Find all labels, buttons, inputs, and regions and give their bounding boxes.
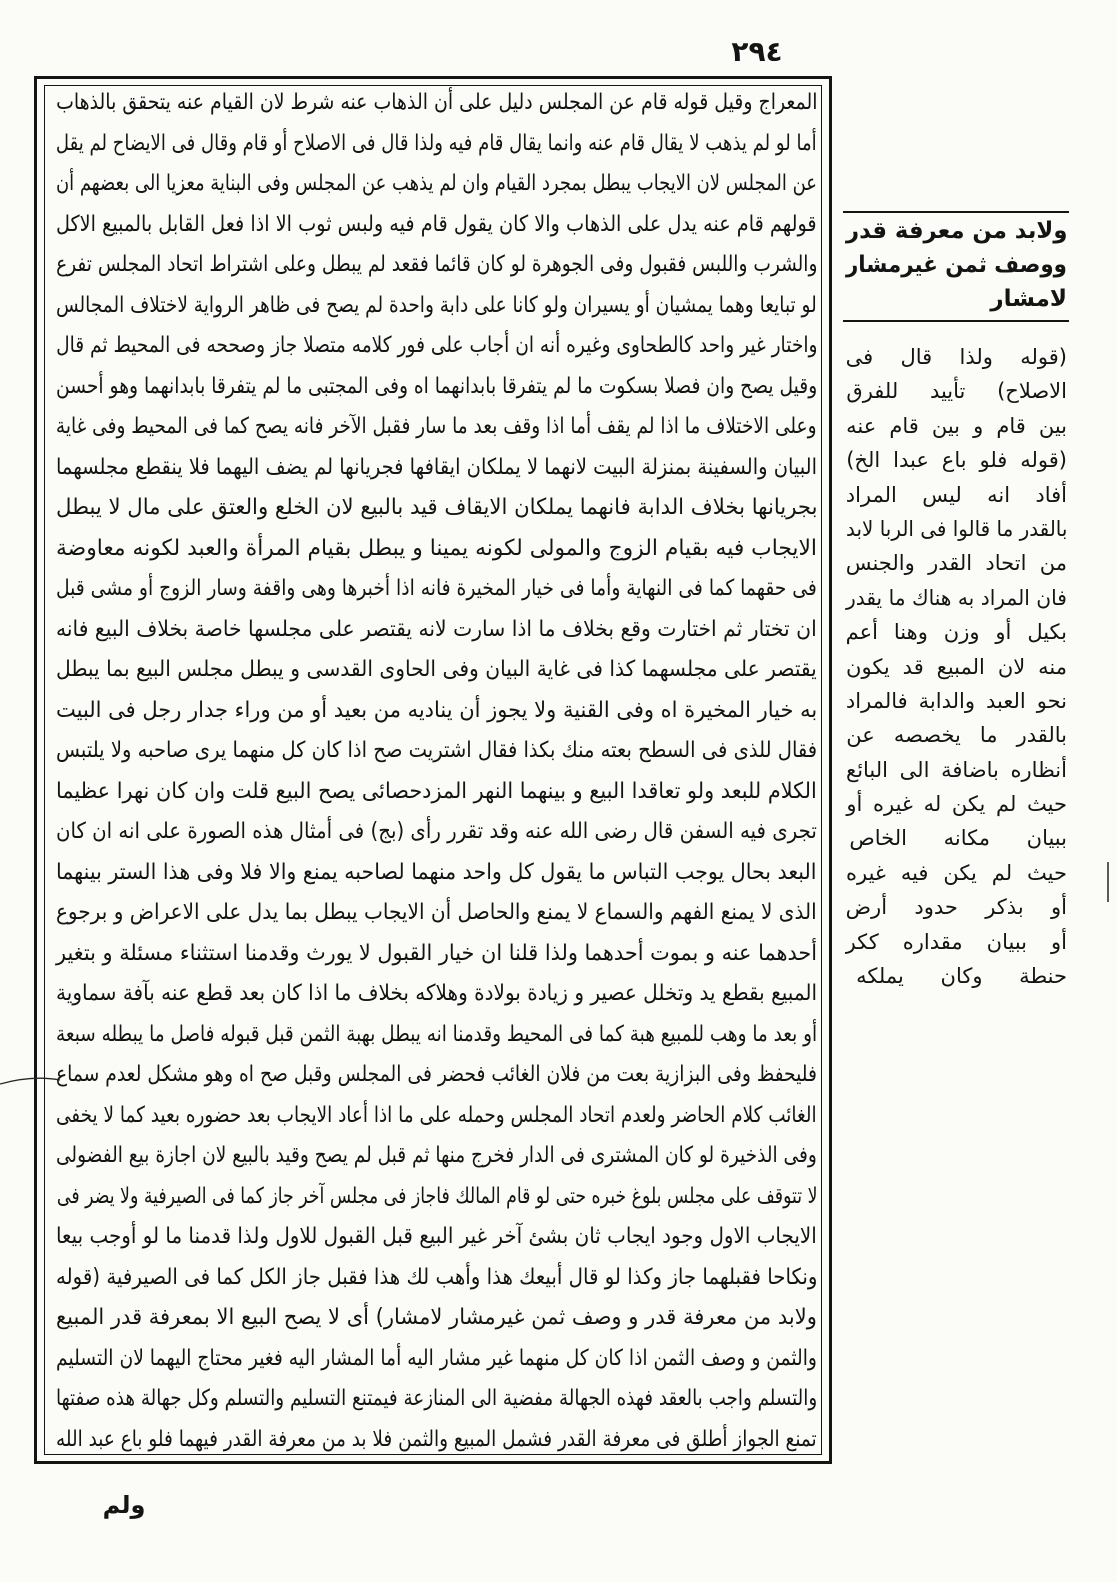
main-text-line-text: قولهم قام عنه يدل على الذهاب والا كان يقول قام فيه ولبس ثوب الا اذا فعل القابل بالمبيع الاكل <box>56 211 817 237</box>
main-text-line-text: ولابد من معرفة قدر و وصف ثمن غيرمشار لامشار) أى لا يصح البيع الا بمعرفة قدر المبيع <box>56 1305 817 1330</box>
margin-commentary-line-text: أنظاره باضافة الى البائع <box>846 757 1067 782</box>
margin-commentary-line-text: منه لان المبيع قد يكون <box>846 654 1067 679</box>
main-text-line-text: الغائب كلام الحاضر ولعدم اتحاد المجلس وحمله على ما اذا أعاد الايجاب بعد حضوره بعيد كما لا يخفى <box>56 1102 817 1128</box>
margin-commentary-line-text: من اتحاد القدر والجنس <box>845 551 1067 576</box>
main-text-line-text: أحدهما عنه و بموت أحدهما ولذا قلنا ان خيار القبول لا يورث وقدمنا استثناء مسئلة و بتغير <box>55 940 817 966</box>
margin-commentary-line-text: حنطة وكان يملكه <box>856 964 1067 989</box>
margin-commentary-line-text: بالقدر ما قالوا فى الربا لابد <box>845 516 1067 541</box>
main-text-line-text: البيان والسفينة بمنزلة البيت لانهما لا يملكان ايقافها فجريانها لم يضف اليهما فلا ينقطع مجلسهما <box>55 454 817 480</box>
margin-commentary-line-text: أفاد انه ليس المراد <box>845 482 1067 507</box>
main-text-line-text: وقيل يصح وان فصلا بسكوت ما لم يتفرقا بابدانهما اه وفى المجتبى ما لم يتفرقا بابدانهما وهو أحسن <box>55 373 817 399</box>
main-text-line-text: المبيع بقطع يد وتخلل عصير و زيادة بولادة وهلاكه بخلاف ما اذا كان بعد قطع عنه بآفة سماوية <box>55 981 817 1006</box>
margin-commentary-line-text: ببيان مكانه الخاص <box>849 826 1067 851</box>
main-text-line-text: فليحفظ وفى البزازية بعت من فلان الغائب فحضر فى المجلس وقبل صح اه وهو مشكل لعدم سماع <box>56 1062 817 1087</box>
main-text-line-text: والثمن و وصف الثمن اذا كان كل منهما غير مشار اليه أما المشار اليه فغير محتاج اليهما لان التسليم <box>56 1345 817 1371</box>
main-text-line-text: وعلى الاختلاف ما اذا لم يقف أما اذا وقف بعد ما سار فقبل الآخر فانه يصح كما فى المحيط وفى غاية <box>56 414 817 439</box>
main-text-line-text: فى حقهما كما فى النهاية وأما فى خيار المخيرة فانه اذا أخبرها وهى واقفة وسار الزوج أو مشى قبل <box>56 576 817 601</box>
margin-commentary-line-text: الاصلاح) تأييد للفرق <box>846 379 1067 404</box>
main-text-line-text: ونكاحا فقبلهما جاز وكذا لو قال أبيعك هذا وأهب لك هذا فقبل جاز الكل كما فى الصيرفية (قوله <box>55 1264 817 1290</box>
main-text-line-text: لا تتوقف على مجلس بلوغ خبره حتى لو قام المالك فاجاز فى مجلس آخر جاز كما فى الصيرفية ولا يضر فى <box>56 1183 817 1209</box>
catchword: ولم <box>102 1491 146 1519</box>
scan-stray-stroke <box>0 1078 60 1084</box>
main-text-line-text: عن المجلس لان الايجاب يبطل بمجرد القيام وان لم يذهب عن المجلس وفى البناية معزيا الى بعضهم أن <box>56 171 817 196</box>
main-text-line-text: الايجاب فيه بقيام الزوج والمولى لكونه يمينا و يبطل بقيام المرأة والعبد لكونه معاوضة <box>56 535 817 561</box>
margin-commentary-line-text: بالقدر ما يخصصه عن <box>846 723 1067 748</box>
main-text-line-text: الذى لا يمنع الفهم والسماع لا يمنع والحاصل أن الايجاب يبطل بما يدل على الاعراض و برجوع <box>56 900 817 925</box>
margin-commentary-line-text: أو بذكر حدود أرض <box>845 895 1067 920</box>
main-text-line-text: أو بعد ما وهب للمبيع هبة كما فى المحيط وقدمنا انه يبطل بهبة الثمن قبل قبوله فاصل ما يبطله سبعة <box>55 1021 817 1047</box>
margin-commentary-line-text: فان المراد به هناك ما يقدر <box>846 585 1067 610</box>
main-text-line-text: الكلام للبعد ولو تعاقدا البيع و بينهما النهر المزدحصائى يصح البيع قلت وان كان نهرا عظيما <box>56 778 817 804</box>
main-text-line-text: البعد بحال يوجب التباس ما يقول كل واحد منهما لصاحبه يمنع والا فلا وفى هذا الستر بينهما <box>56 859 817 885</box>
margin-matn-line-text: لامشار <box>990 286 1067 312</box>
main-text-line-text: أما لو لم يذهب لا يقال قام عنه وانما يقال قام فيه ولذا قال فى الاصلاح أو قام وقال فى الايضاح لم يقل <box>56 130 817 156</box>
margin-commentary-line-text: أو ببيان مقداره ككر <box>845 929 1067 954</box>
margin-commentary-line-text: حيث لم يكن فيه غيره <box>846 860 1067 885</box>
main-text-line-text: ان تختار ثم اختارت وقع بخلاف ما اذا سارت لانه يقتصر على مجلسها خاصة بخلاف البيع فانه <box>56 616 817 642</box>
margin-matn-line-text: ووصف ثمن غيرمشار <box>846 252 1067 278</box>
margin-matn-line-text: ولابد من معرفة قدر <box>845 218 1067 244</box>
margin-commentary-line-text: حيث لم يكن له غيره أو <box>846 792 1067 817</box>
margin-commentary-line-text: (قوله فلو باع عبدا الخ) <box>846 448 1067 473</box>
main-text-line-text: والتسلم واجب بالعقد فهذه الجهالة مفضية الى المنازعة فيمتنع التسليم والتسلم وكل جهالة هذه صفتها <box>55 1386 817 1411</box>
main-text-line-text: يقتصر على مجلسهما كذا فى غاية البيان وفى الحاوى القدسى و يبطل مجلس البيع بما يبطل <box>56 657 817 682</box>
main-text-line-text: تمنع الجواز أطلق فى معرفة القدر فشمل المبيع والثمن فلا بد من معرفة القدر فيهما فلو باع عبد الله <box>56 1426 817 1452</box>
main-text-line-text: وفى الذخيرة لو كان المشترى فى الدار فخرج منها ثم قبل لم يصح وقيد بالبيع لان اجازة بيع الفضولى <box>56 1143 817 1168</box>
margin-commentary-line-text: (قوله ولذا قال فى <box>845 345 1067 369</box>
page-number: ٢٩٤ <box>731 35 783 68</box>
main-text-line-text: لو تبايعا وهما يمشيان أو يسيران ولو كانا على دابة واحدة لم يصح فى ظاهر الرواية لاختلاف المجالس <box>56 292 817 318</box>
main-text-line-text: تجرى فيه السفن قال رضى الله عنه وقد تقرر رأى (بج) فى أمثال هذه الصورة على انه ان كان <box>56 819 817 844</box>
main-text-line-text: الايجاب الاول وجود ايجاب ثان بشئ آخر غير البيع قبل القبول للاول ولذا قدمنا ما لو أوجب بيعا <box>56 1224 817 1249</box>
main-text-line-text: المعراج وقيل قوله قام عن المجلس دليل على أن الذهاب عنه شرط لان القيام عنه يتحقق بالذهاب <box>55 90 817 115</box>
main-text-line-text: به خيار المخيرة اه وفى القنية ولا يجوز أن يناديه من بعيد أو من وراء جدار رجل فى البيت <box>55 697 817 723</box>
main-text-line-text: بجريانها بخلاف الدابة فانهما يملكان الايقاف قيد بالبيع لان الخلع والعتق على مال لا يبطل <box>55 495 817 520</box>
margin-commentary-line-text: بين قام و بين قام عنه <box>846 413 1067 438</box>
main-text-line-text: والشرب واللبس فقبول وفى الجوهرة لو كان قائما فقعد لم يبطل وعلى اشتراط اتحاد المجلس تفرع <box>55 252 817 277</box>
main-text-line-text: فقال للذى فى السطح بعته منك بكذا فقال اشتريت صح اذا كان كل منهما يرى صاحبه ولا يلتبس <box>55 738 817 763</box>
margin-commentary-line-text: نحو العبد والدابة فالمراد <box>845 688 1067 713</box>
margin-commentary-line-text: بكيل أو وزن وهنا أعم <box>845 620 1067 645</box>
main-text-line-text: واختار غير واحد كالطحاوى وغيره أنه ان أجاب على فور كلامه متصلا جاز وصححه فى المحيط ثم قال <box>55 333 817 358</box>
